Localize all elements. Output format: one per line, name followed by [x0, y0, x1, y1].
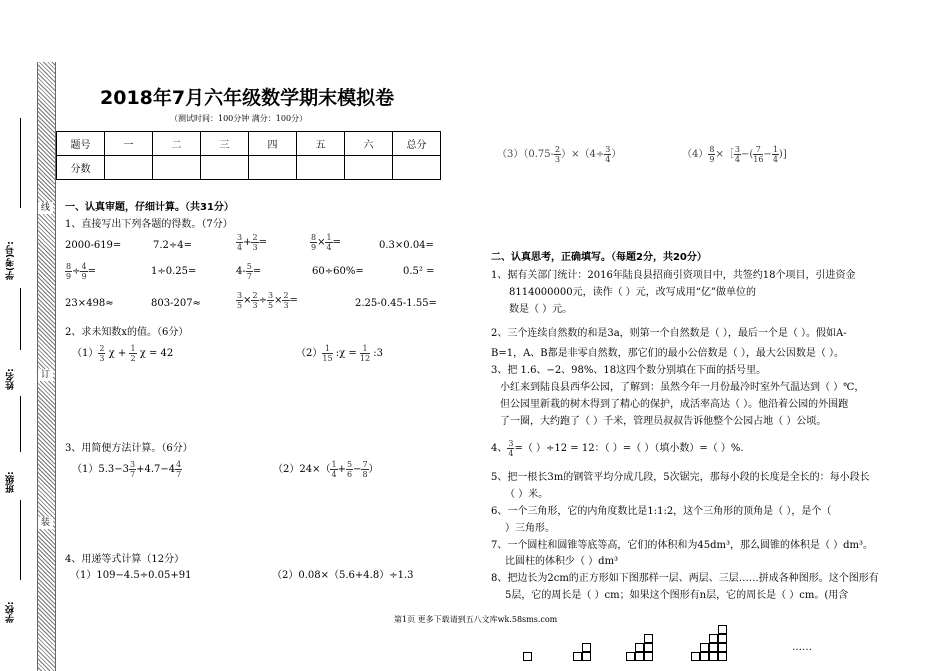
calc-item: 4- $\frac{5}{7}$ = — [236, 262, 262, 281]
score-table-header — [57, 132, 441, 156]
q1-title: 1、直接写出下列各题的得数。（7分） — [65, 219, 233, 230]
q3-expression-2: （2）24×（ $\frac{1}{4}$ + $\frac{5}{6}$ − $\frac{7}{8}$ ） — [273, 460, 379, 479]
square-tile — [626, 652, 635, 661]
calc-item: 0.5² = — [403, 266, 435, 277]
page-footer: 第1页 更多下载请到五八文库wk.58sms.com — [394, 615, 558, 624]
square-tile — [582, 652, 591, 661]
square-tile — [718, 643, 727, 652]
square-tile — [635, 652, 644, 661]
square-tile — [573, 652, 582, 661]
text-line: 5层，它的周长是（ ）cm；如果这个图形有n层，它的周长是（ ）cm。(用含 — [505, 590, 849, 601]
text-line: 4、 $\frac{3}{4}$ =（ ）÷12 = 12：（ ）=（ ）（填小数）=（ ）%. — [491, 439, 744, 458]
calc-item: 23×498≈ — [65, 298, 114, 309]
square-tile — [718, 652, 727, 661]
q4-expression-1: （1）109−4.5÷0.05+91 — [70, 570, 192, 581]
table-cell — [201, 156, 249, 180]
id-label: 学(考)号: — [6, 241, 16, 280]
calc-item: 803-207≈ — [151, 298, 201, 309]
r-q3-expression: （3）（0.75- $\frac{2}{3}$ ）×（4÷ $\frac{3}{4}$ ） — [497, 145, 622, 164]
school-label: 学校: — [6, 601, 16, 623]
score-table — [56, 131, 441, 180]
page-title: 2018年7月六年级数学期末模拟卷 — [100, 87, 395, 109]
calc-item: $\frac{8}{9}$ ÷ $\frac{4}{9}$ = — [66, 262, 96, 281]
calc-item: 0.3×0.04= — [379, 240, 434, 251]
text-line: 7、一个圆柱和圆锥等底等高，它们的体积和为45dm³，那么圆锥的体积是（ ）dm³。 — [491, 540, 874, 551]
q3-title: 3、用简便方法计算。（6分） — [65, 443, 193, 454]
square-tile — [635, 643, 644, 652]
table-cell — [249, 156, 297, 180]
text-line: 小红来到陆良县西华公园，了解到：虽然今年一月份最冷时室外气温达到（ ）℃， — [500, 382, 865, 393]
section1-heading: 一、认真审题，仔细计算。（共31分） — [65, 202, 234, 213]
square-tile — [700, 652, 709, 661]
square-tile — [644, 634, 653, 643]
square-tile — [582, 643, 591, 652]
square-tile — [718, 634, 727, 643]
table-cell: 三 — [201, 132, 249, 156]
table-cell — [105, 156, 153, 180]
table-cell: 题号 — [57, 132, 105, 156]
text-line: ）三角形。 — [505, 523, 555, 534]
calc-item: $\frac{8}{9}$ × $\frac{1}{4}$ = — [311, 233, 341, 252]
text-line: （ ）米。 — [505, 489, 549, 500]
q2-equation-1: （1） $\frac{2}{3}$ χ + $\frac{1}{2}$ χ = 42 — [72, 344, 174, 363]
continuation-dots: …… — [792, 642, 812, 653]
square-tile — [523, 652, 532, 661]
name-line — [20, 288, 21, 350]
table-cell: 四 — [249, 132, 297, 156]
r-q4-expression: （4） $\frac{8}{9}$ ×［ $\frac{3}{4}$ −( $\frac{7}{16}$ − $\frac{1}{4}$ )] — [682, 145, 787, 164]
text-line: 8、把边长为2cm的正方形如下图那样一层、两层、三层……拼成各种图形。这个图形有 — [491, 573, 879, 584]
name-label: 姓名: — [6, 368, 16, 390]
class-label: 班级: — [6, 471, 16, 493]
section2-heading: 二、认真思考，正确填写。（每题2分，共20分） — [491, 252, 707, 263]
calc-item: $\frac{3}{5}$ × $\frac{2}{3}$ ÷ $\frac{3}{5}$ × $\frac{2}{3}$ = — [237, 291, 298, 310]
square-tile — [644, 643, 653, 652]
square-tile — [691, 652, 700, 661]
text-line: 6、一个三角形，它的内角度数比是1:1:2，这个三角形的顶角是（ ），是个（ — [491, 506, 832, 517]
id-line — [20, 118, 21, 208]
square-tile — [709, 643, 718, 652]
class-line — [20, 396, 21, 452]
calc-item: $\frac{3}{4}$ + $\frac{2}{3}$ = — [237, 233, 267, 252]
table-cell: 五 — [297, 132, 345, 156]
calc-item: 1÷0.25= — [151, 266, 197, 277]
q4-expression-2: （2）0.08×（5.6+4.8）÷1.3 — [272, 570, 414, 581]
table-cell — [393, 156, 441, 180]
q2-equation-2: （2） $\frac{1}{15}$ :χ = $\frac{1}{12}$ :3 — [296, 344, 384, 363]
calc-item: 2000-619= — [65, 240, 122, 251]
table-cell: 总分 — [393, 132, 441, 156]
text-line: 5、把一根长3m的钢管平均分成几段，5次锯完，那每小段的长度是全长的：每小段长 — [491, 472, 870, 483]
school-line — [20, 500, 21, 580]
page-subtitle: （测试时间：100分钟 满分：100分） — [170, 114, 308, 123]
text-line: 数是（ ）元。 — [509, 304, 573, 315]
calc-item: 7.2÷4= — [153, 240, 193, 251]
binding-mark-line: 线 — [38, 202, 53, 214]
text-line: 3、把 1.6、−2、98%、18这四个数分别填在下面的括号里。 — [491, 365, 767, 376]
score-table-row — [57, 156, 441, 180]
square-tile — [709, 652, 718, 661]
square-tile — [709, 634, 718, 643]
calc-item: 2.25-0.45-1.55= — [355, 298, 437, 309]
q2-title: 2、求未知数x的值。（6分） — [65, 327, 189, 338]
binding-mark-staple: 订 — [38, 369, 53, 381]
q3-expression-1: （1）5.3−3 $\frac{3}{7}$ +4.7−4 $\frac{4}{7}$ — [72, 460, 182, 479]
calc-item: 60÷60%= — [312, 266, 364, 277]
square-tile — [700, 643, 709, 652]
text-line: 2、三个连续自然数的和是3a，则第一个自然数是（ ），最后一个是（ ）。假如A- — [491, 328, 847, 339]
text-line: 了一圈，大约跑了（ ）千米，管理员叔叔告诉他整个公园占地（ ）公顷。 — [500, 416, 827, 427]
table-cell: 一 — [105, 132, 153, 156]
text-line: 1、据有关部门统计：2016年陆良县招商引资项目中，共签约18个项目，引进资金 — [491, 270, 856, 281]
table-cell: 六 — [345, 132, 393, 156]
text-line: 比圆柱的体积少（ ）dm³ — [505, 556, 619, 567]
table-cell — [345, 156, 393, 180]
q4-title: 4、用递等式计算（12分） — [65, 554, 185, 565]
binding-strip — [37, 62, 56, 671]
square-tile — [644, 652, 653, 661]
table-cell: 二 — [153, 132, 201, 156]
text-line: 但公园里新栽的树木得到了精心的保护，成活率高达（ ）。他沿着公园的外围跑 — [500, 399, 849, 410]
table-cell — [153, 156, 201, 180]
text-line: 8114000000元，读作（ ）元，改写成用“亿”做单位的 — [509, 287, 757, 298]
square-tile — [718, 625, 727, 634]
table-cell: 分数 — [57, 156, 105, 180]
binding-mark-bind: 装 — [38, 517, 53, 529]
text-line: B=1，A、B都是非零自然数，那它们的最小公倍数是（ ），最大公因数是（ ）。 — [491, 348, 845, 359]
table-cell — [297, 156, 345, 180]
